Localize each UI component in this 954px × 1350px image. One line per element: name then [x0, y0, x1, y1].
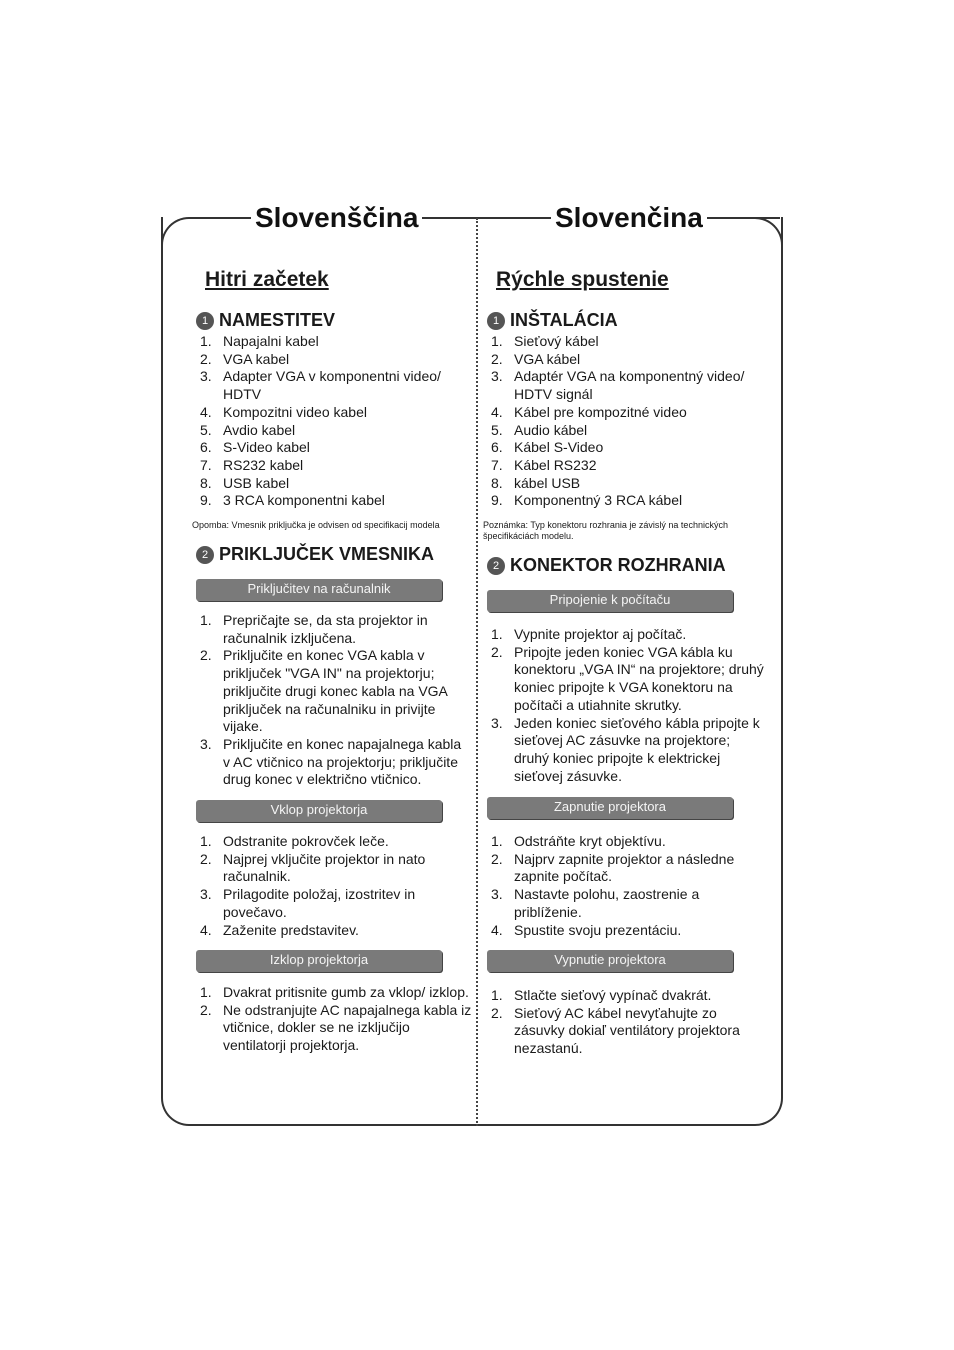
list-item-text: Prilagodite položaj, izostritev in povečavo. — [223, 886, 416, 920]
list-item — [192, 333, 472, 351]
list-item-number: 7. — [200, 456, 212, 473]
list-item-text: Audio kábel — [514, 421, 588, 438]
list-item — [192, 351, 472, 369]
list-item — [483, 886, 768, 921]
list-item — [483, 644, 768, 715]
list-item-number: 4. — [200, 403, 212, 420]
list-item-number: 2. — [491, 643, 503, 660]
list-item-number: 1. — [200, 833, 212, 849]
section-title: KONEKTOR ROZHRANIA — [510, 555, 726, 575]
right-section2-heading — [487, 555, 726, 576]
list-item-number: 2. — [491, 1004, 503, 1021]
list-item-number: 4. — [491, 921, 503, 938]
list-item — [483, 333, 768, 351]
right-bar-power-off: Vypnutie projektora — [487, 950, 733, 972]
list-item-text: Pripojte jeden koniec VGA kábla ku konektoru „VGA IN“ na projektore; druhý koniec pripojte k VGA konektoru na počítači a utiahnite skrutky. — [514, 643, 764, 713]
list-item-text: Avdio kabel — [223, 421, 296, 438]
left-language-title: Slovenščina — [251, 198, 422, 238]
section-number-icon: 1 — [487, 312, 505, 330]
list-item-number: 1. — [491, 987, 503, 1003]
list-item-text: USB kabel — [223, 474, 290, 491]
list-item-text: Odstráňte kryt objektívu. — [514, 833, 666, 849]
list-item-number: 4. — [491, 403, 503, 420]
list-item — [483, 475, 768, 493]
list-item-number: 8. — [491, 474, 503, 491]
list-item-text: Adapter VGA v komponentni video/ HDTV — [223, 368, 441, 403]
list-item — [192, 984, 472, 1002]
list-item — [483, 987, 768, 1005]
list-item-number: 2. — [200, 850, 212, 867]
section-number-icon: 2 — [196, 546, 214, 564]
list-item — [483, 351, 768, 369]
list-item-text: VGA kabel — [223, 350, 290, 367]
list-item-text: Najprv zapnite projektor a následne zapnite počítač. — [514, 850, 735, 885]
list-item — [483, 492, 768, 510]
column-divider — [476, 218, 478, 1126]
list-item — [483, 922, 768, 940]
list-item-text: Dvakrat pritisnite gumb za vklop/ izklop. — [223, 984, 469, 1000]
list-item — [483, 457, 768, 475]
left-power-on-list — [192, 833, 472, 939]
list-item-text: Komponentný 3 RCA kábel — [514, 492, 683, 509]
list-item-text: Kábel pre kompozitné video — [514, 403, 687, 420]
list-item-number: 2. — [491, 850, 503, 867]
list-item — [483, 1005, 768, 1058]
left-section2-heading — [196, 544, 434, 565]
left-power-off-list — [192, 984, 472, 1055]
list-item — [192, 457, 472, 475]
list-item — [192, 922, 472, 940]
list-item — [192, 492, 472, 510]
list-item-text: Spustite svoju prezentáciu. — [514, 921, 682, 938]
list-item-text: Priključite en konec napajalnega kabla v AC vtičnico na projektorju; priključite drug konec v električno vtičnico. — [223, 735, 462, 788]
right-power-on-list — [483, 833, 768, 939]
left-bar-connect-computer: Priključitev na računalnik — [196, 579, 442, 601]
list-item-number: 2. — [200, 350, 212, 367]
list-item-number: 3. — [491, 886, 503, 903]
list-item-number: 1. — [200, 612, 212, 628]
list-item-text: RS232 kabel — [223, 456, 304, 473]
list-item — [192, 647, 472, 736]
right-installation-list — [483, 333, 768, 510]
left-bar-power-off: Izklop projektorja — [196, 950, 442, 972]
list-item — [192, 851, 472, 886]
section-number-icon: 1 — [196, 312, 214, 330]
list-item-text: Stlačte sieťový vypínač dvakrát. — [514, 987, 712, 1003]
right-bar-connect-computer: Pripojenie k počítaču — [487, 590, 733, 612]
left-quick-start-title: Hitri začetek — [205, 268, 329, 291]
list-item — [192, 736, 472, 789]
list-item-text: Kompozitni video kabel — [223, 403, 367, 420]
list-item-text: Adaptér VGA na komponentný video/ HDTV signál — [514, 368, 745, 403]
list-item — [483, 626, 768, 644]
list-item-number: 3. — [491, 714, 503, 731]
list-item-number: 3. — [491, 368, 503, 385]
section-title: NAMESTITEV — [219, 310, 336, 330]
list-item-number: 2. — [491, 350, 503, 367]
list-item — [192, 612, 472, 647]
list-item-number: 5. — [200, 421, 212, 438]
list-item-text: kábel USB — [514, 474, 581, 491]
right-note: Poznámka: Typ konektoru rozhrania je závislý na technických špecifikáciách modelu. — [483, 520, 728, 541]
left-section1-heading — [196, 310, 335, 331]
list-item-text: Ne odstranjujte AC napajalnega kabla iz vtičnice, dokler se ne izključijo ventilatorji projektorja. — [223, 1001, 472, 1054]
list-item-number: 4. — [200, 921, 212, 938]
list-item-number: 7. — [491, 456, 503, 473]
list-item — [483, 368, 768, 403]
section-number-icon: 2 — [487, 557, 505, 575]
list-item-number: 8. — [200, 474, 212, 491]
list-item — [192, 475, 472, 493]
list-item-number: 1. — [491, 833, 503, 849]
list-item-number: 9. — [200, 492, 212, 509]
section-title: INŠTALÁCIA — [510, 310, 618, 330]
list-item-text: Odstranite pokrovček leče. — [223, 833, 389, 849]
right-bar-power-on: Zapnutie projektora — [487, 797, 733, 819]
section-title: PRIKLJUČEK VMESNIKA — [219, 544, 435, 564]
list-item-text: Nastavte polohu, zaostrenie a priblíženie. — [514, 886, 700, 920]
left-bar-power-on: Vklop projektorja — [196, 800, 442, 822]
right-connect-list — [483, 626, 768, 785]
list-item — [192, 404, 472, 422]
list-item — [483, 833, 768, 851]
right-section1-heading — [487, 310, 618, 331]
left-note: Opomba: Vmesnik priključka je odvisen od specifikacij modela — [192, 520, 440, 530]
list-item-text: S-Video kabel — [223, 439, 310, 456]
left-installation-list — [192, 333, 472, 510]
list-item — [483, 439, 768, 457]
list-item — [192, 1002, 472, 1055]
list-item — [192, 886, 472, 921]
list-item — [192, 422, 472, 440]
list-item-text: Jeden koniec sieťového kábla pripojte k sieťovej AC zásuvke na projektore; druhý koniec pripojte k elektrickej sieťovej zásuvke. — [514, 714, 760, 784]
list-item-text: Najprej vključite projektor in nato računalnik. — [223, 850, 426, 885]
list-item-number: 3. — [200, 368, 212, 385]
list-item-text: Kábel S-Video — [514, 439, 604, 456]
list-item-number: 3. — [200, 886, 212, 903]
list-item — [192, 368, 472, 403]
list-item-text: VGA kábel — [514, 350, 581, 367]
list-item — [483, 851, 768, 886]
right-language-title: Slovenčina — [551, 198, 707, 238]
list-item-text: Sieťový kábel — [514, 333, 599, 349]
right-power-off-list — [483, 987, 768, 1058]
list-item-text: 3 RCA komponentni kabel — [223, 492, 385, 509]
list-item — [192, 439, 472, 457]
list-item-number: 1. — [491, 333, 503, 349]
list-item-number: 2. — [200, 1001, 212, 1018]
list-item-text: Napajalni kabel — [223, 333, 319, 349]
list-item-text: Vypnite projektor aj počítač. — [514, 626, 687, 642]
list-item — [483, 422, 768, 440]
list-item-number: 6. — [491, 439, 503, 456]
list-item-number: 2. — [200, 647, 212, 664]
list-item-number: 9. — [491, 492, 503, 509]
list-item-text: Prepričajte se, da sta projektor in računalnik izključena. — [223, 612, 428, 646]
list-item-number: 1. — [200, 984, 212, 1000]
list-item-number: 3. — [200, 735, 212, 752]
list-item-number: 5. — [491, 421, 503, 438]
list-item — [192, 833, 472, 851]
list-item-text: Priključite en konec VGA kabla v priključek "VGA IN" na projektorju; priključite drugi konec kabla na VGA priključek na računalniku in privijte vijake. — [223, 647, 448, 735]
list-item-number: 1. — [200, 333, 212, 349]
left-connect-list — [192, 612, 472, 789]
right-quick-start-title: Rýchle spustenie — [496, 268, 669, 291]
list-item-text: Kábel RS232 — [514, 456, 597, 473]
list-item — [483, 404, 768, 422]
list-item — [483, 715, 768, 786]
list-item-number: 6. — [200, 439, 212, 456]
list-item-text: Sieťový AC kábel nevyťahujte zo zásuvky dokiaľ ventilátory projektora nezastanú. — [514, 1004, 740, 1057]
list-item-number: 1. — [491, 626, 503, 642]
list-item-text: Zaženite predstavitev. — [223, 921, 359, 938]
